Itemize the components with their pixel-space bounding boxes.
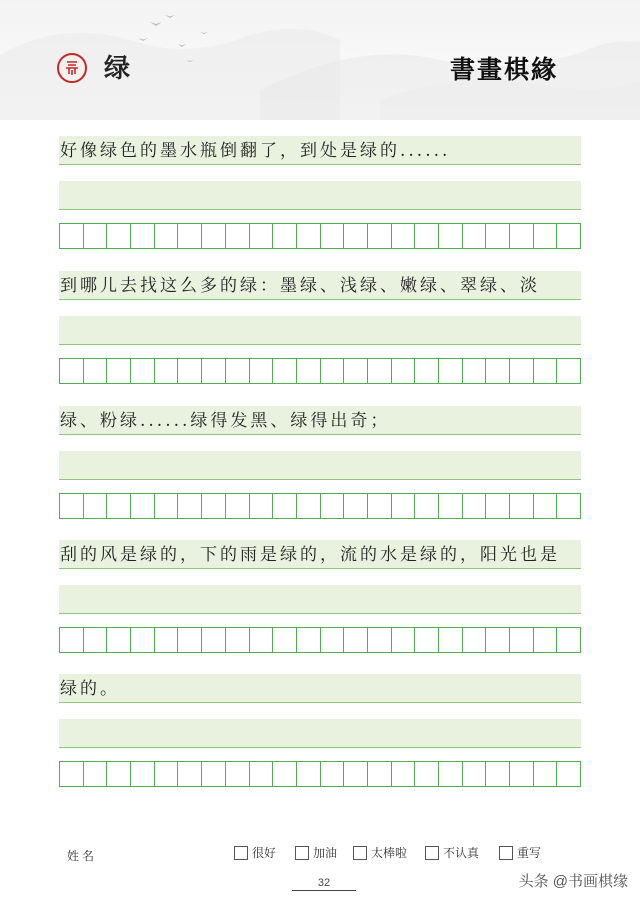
grid-cell <box>273 359 297 383</box>
rating-label: 不认真 <box>443 846 480 860</box>
practice-grid <box>59 493 581 519</box>
grid-cell <box>202 224 226 248</box>
trace-band <box>59 585 581 614</box>
grid-cell <box>131 494 155 518</box>
grid-cell <box>202 359 226 383</box>
copy-text-line: 绿的。 <box>60 679 120 699</box>
grid-cell <box>557 494 580 518</box>
grid-cell <box>178 762 202 786</box>
grid-cell <box>226 494 250 518</box>
grid-cell <box>439 359 463 383</box>
trace-band <box>59 451 581 480</box>
grid-cell <box>178 224 202 248</box>
grid-cell <box>368 762 392 786</box>
checkbox[interactable] <box>499 846 513 860</box>
grid-cell <box>439 762 463 786</box>
evaluation-footer <box>0 844 640 864</box>
grid-cell <box>155 628 179 652</box>
grid-cell <box>131 359 155 383</box>
grid-cell <box>321 762 345 786</box>
rating-option[interactable] <box>499 844 541 861</box>
grid-cell <box>368 359 392 383</box>
grid-cell <box>510 628 534 652</box>
grid-cell <box>486 224 510 248</box>
grid-cell <box>368 224 392 248</box>
grid-cell <box>486 628 510 652</box>
grid-cell <box>273 494 297 518</box>
grid-cell <box>463 762 487 786</box>
grid-cell <box>510 359 534 383</box>
grid-cell <box>344 762 368 786</box>
grid-cell <box>534 628 558 652</box>
rating-label: 很好 <box>252 846 277 860</box>
pen-nib-glyph <box>63 59 81 77</box>
grid-cell <box>155 359 179 383</box>
grid-cell <box>415 628 439 652</box>
grid-cell <box>107 762 131 786</box>
grid-cell <box>557 628 580 652</box>
grid-cell <box>226 359 250 383</box>
grid-cell <box>510 224 534 248</box>
grid-cell <box>392 494 416 518</box>
grid-cell <box>250 224 274 248</box>
grid-cell <box>297 628 321 652</box>
grid-cell <box>557 359 580 383</box>
grid-cell <box>534 359 558 383</box>
watermark: 头条 @书画棋缘 <box>518 873 628 890</box>
grid-cell <box>84 628 108 652</box>
text-band <box>59 674 581 703</box>
grid-cell <box>392 762 416 786</box>
rating-option[interactable] <box>234 844 276 861</box>
practice-grid <box>59 761 581 787</box>
grid-cell <box>510 494 534 518</box>
checkbox[interactable] <box>234 846 248 860</box>
grid-cell <box>273 762 297 786</box>
grid-cell <box>415 762 439 786</box>
grid-cell <box>250 494 274 518</box>
copy-text-line: 刮的风是绿的，下的雨是绿的，流的水是绿的，阳光也是 <box>60 545 560 565</box>
grid-cell <box>486 762 510 786</box>
grid-cell <box>226 628 250 652</box>
grid-cell <box>297 494 321 518</box>
grid-cell <box>368 628 392 652</box>
pen-nib-logo-icon <box>57 53 87 83</box>
grid-cell <box>131 762 155 786</box>
grid-cell <box>439 494 463 518</box>
rating-option[interactable] <box>353 844 407 861</box>
grid-cell <box>84 494 108 518</box>
grid-cell <box>557 762 580 786</box>
grid-cell <box>463 494 487 518</box>
grid-cell <box>344 224 368 248</box>
grid-cell <box>439 628 463 652</box>
grid-cell <box>202 628 226 652</box>
grid-cell <box>534 224 558 248</box>
practice-grid <box>59 223 581 249</box>
grid-cell <box>392 628 416 652</box>
grid-cell <box>273 224 297 248</box>
grid-cell <box>534 494 558 518</box>
grid-cell <box>60 224 84 248</box>
grid-cell <box>250 762 274 786</box>
grid-cell <box>226 762 250 786</box>
practice-grid <box>59 358 581 384</box>
grid-cell <box>202 494 226 518</box>
grid-cell <box>84 762 108 786</box>
grid-cell <box>297 762 321 786</box>
grid-cell <box>415 224 439 248</box>
name-label: 姓名 <box>67 849 98 863</box>
grid-cell <box>250 628 274 652</box>
grid-cell <box>226 224 250 248</box>
brand-title: 書畫棋緣 <box>449 55 558 84</box>
rating-label: 加油 <box>313 846 338 860</box>
grid-cell <box>486 359 510 383</box>
trace-band <box>59 316 581 345</box>
grid-cell <box>297 359 321 383</box>
grid-cell <box>131 224 155 248</box>
grid-cell <box>321 494 345 518</box>
grid-cell <box>273 628 297 652</box>
grid-cell <box>486 494 510 518</box>
grid-cell <box>202 762 226 786</box>
grid-cell <box>107 628 131 652</box>
grid-cell <box>107 494 131 518</box>
grid-cell <box>107 359 131 383</box>
grid-cell <box>510 762 534 786</box>
grid-cell <box>557 224 580 248</box>
grid-cell <box>463 224 487 248</box>
grid-cell <box>84 359 108 383</box>
grid-cell <box>178 359 202 383</box>
grid-cell <box>107 224 131 248</box>
grid-cell <box>321 359 345 383</box>
lesson-title: 绿 <box>104 54 131 84</box>
grid-cell <box>463 359 487 383</box>
rating-option[interactable] <box>425 844 479 861</box>
grid-cell <box>250 359 274 383</box>
grid-cell <box>344 359 368 383</box>
grid-cell <box>60 628 84 652</box>
grid-cell <box>463 628 487 652</box>
rating-label: 太棒啦 <box>371 846 408 860</box>
grid-cell <box>60 762 84 786</box>
grid-cell <box>155 224 179 248</box>
copy-text-line: 好像绿色的墨水瓶倒翻了，到处是绿的...... <box>60 141 451 161</box>
copy-text-line: 到哪儿去找这么多的绿：墨绿、浅绿、嫩绿、翠绿、淡 <box>60 276 540 296</box>
grid-cell <box>344 628 368 652</box>
grid-cell <box>178 628 202 652</box>
grid-cell <box>321 224 345 248</box>
checkbox[interactable] <box>353 846 367 860</box>
copy-text-line: 绿、粉绿......绿得发黑、绿得出奇； <box>60 411 391 431</box>
grid-cell <box>155 494 179 518</box>
trace-band <box>59 719 581 748</box>
grid-cell <box>344 494 368 518</box>
grid-cell <box>155 762 179 786</box>
grid-cell <box>534 762 558 786</box>
checkbox[interactable] <box>425 846 439 860</box>
grid-cell <box>439 224 463 248</box>
trace-band <box>59 181 581 210</box>
practice-grid <box>59 627 581 653</box>
grid-cell <box>297 224 321 248</box>
grid-cell <box>84 224 108 248</box>
checkbox[interactable] <box>295 846 309 860</box>
grid-cell <box>60 494 84 518</box>
rating-option[interactable] <box>295 844 337 861</box>
grid-cell <box>368 494 392 518</box>
grid-cell <box>178 494 202 518</box>
rating-label: 重写 <box>517 846 542 860</box>
grid-cell <box>60 359 84 383</box>
grid-cell <box>415 359 439 383</box>
grid-cell <box>392 224 416 248</box>
grid-cell <box>321 628 345 652</box>
grid-cell <box>131 628 155 652</box>
grid-cell <box>392 359 416 383</box>
page-number: 32 <box>292 876 356 891</box>
grid-cell <box>415 494 439 518</box>
